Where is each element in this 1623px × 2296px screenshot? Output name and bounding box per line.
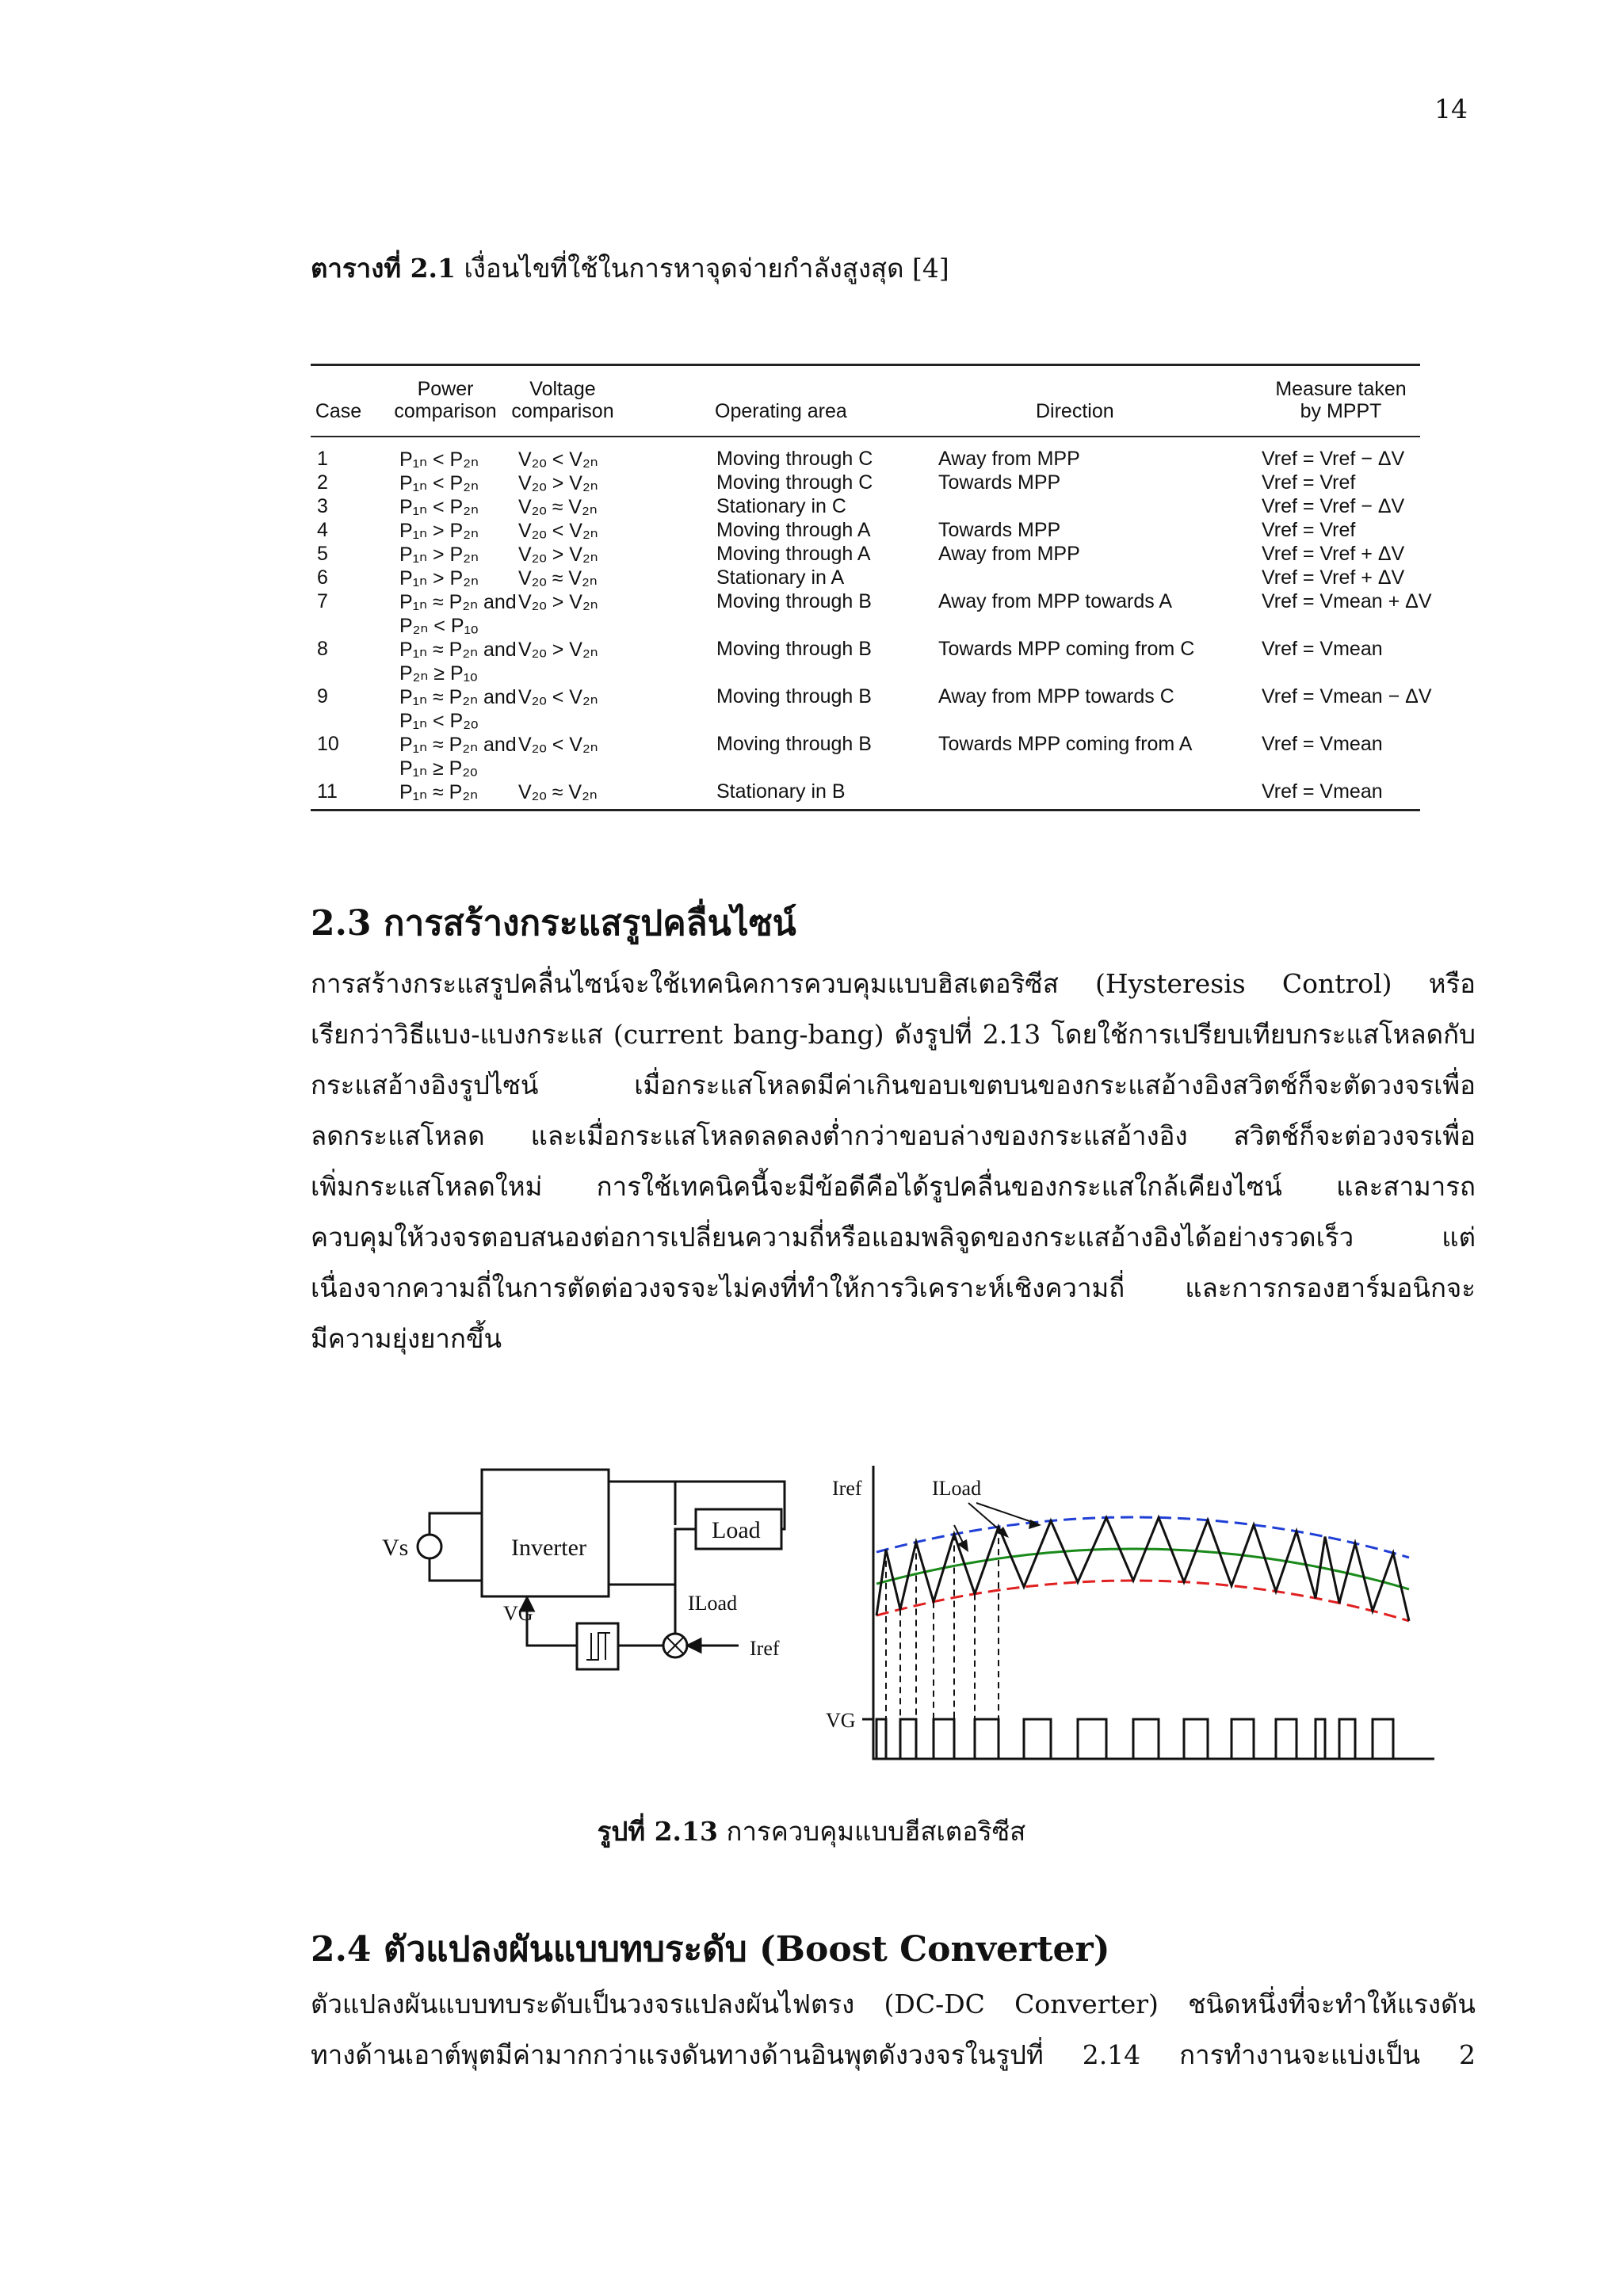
table-cell-direction: Towards MPP coming from A (938, 733, 1193, 755)
iload-left-label: ILoad (688, 1592, 738, 1615)
header-measure-line: by MPPT (1300, 400, 1382, 422)
table-cell-area: Moving through A (716, 543, 871, 565)
header-voltage-line: comparison (511, 400, 614, 422)
iref-arrow-icon (688, 1639, 701, 1652)
table-cell-area: Stationary in C (716, 495, 846, 517)
table-bottom-rule (311, 809, 1420, 811)
paragraph-line: เนื่องจากความถี่ในการตัดต่อวงจรจะไม่คงที่ทำให้การวิเคราะห์เชิงความถี่ และการกรองฮาร์มอนิกจะ (311, 1272, 1476, 1303)
table-cell-measure: Vref = Vref (1262, 519, 1356, 541)
header-direction: Direction (1036, 400, 1114, 422)
table-caption-text: เงื่อนไขที่ใช้ในการหาจุดจ่ายกำลังสูงสุด [4] (464, 253, 949, 284)
table-cell-case: 5 (317, 543, 328, 565)
section-2-3-heading: 2.3 การสร้างกระแสรูปคลื่นไซน์ (311, 903, 796, 944)
table-cell-direction: Away from MPP (938, 448, 1080, 470)
iload-right-pointer (976, 1503, 1037, 1524)
table-cell-measure: Vref = Vmean − ΔV (1262, 685, 1432, 707)
table-cell-measure: Vref = Vmean (1262, 638, 1383, 660)
table-cell-area: Moving through B (716, 590, 872, 612)
hysteresis-circuit-diagram (418, 1470, 785, 1669)
table-cell-case: 1 (317, 448, 328, 470)
table-cell-case: 7 (317, 590, 328, 612)
table-cell-voltage: V₂ₒ < V₂ₙ (518, 734, 598, 756)
table-cell-power: P₁ₙ ≈ P₂ₙ and (399, 591, 517, 613)
table-cell-power: P₁ₙ ≈ P₂ₙ and (399, 734, 517, 756)
figure-caption-text: การควบคุมแบบฮีสเตอริซีส (726, 1816, 1026, 1847)
iload-right-label: ILoad (932, 1477, 982, 1500)
table-cell-area: Stationary in A (716, 566, 845, 589)
table-cell-power: P₂ₙ < P₁ₒ (399, 615, 479, 637)
table-cell-case: 6 (317, 566, 328, 589)
table-cell-case: 9 (317, 685, 328, 707)
gate-pulse-train (876, 1719, 1409, 1759)
table-cell-measure: Vref = Vref + ΔV (1262, 543, 1405, 565)
table-cell-power: P₁ₙ < P₂ₙ (399, 472, 479, 494)
paragraph-line: เพิ่มกระแสโหลดใหม่ การใช้เทคนิคนี้จะมีข้อดีคือได้รูปคลื่นของกระแสใกล้เคียงไซน์ และสามารถ (311, 1171, 1476, 1202)
figure-caption (0, 1810, 1623, 1852)
header-voltage (507, 378, 618, 422)
header-voltage-line: Voltage (529, 378, 596, 400)
inverter-label: Inverter (511, 1535, 586, 1561)
hysteresis-waveform-plot (862, 1466, 1434, 1759)
table-cell-direction: Towards MPP coming from C (938, 638, 1195, 660)
table-cell-voltage: V₂ₒ > V₂ₙ (518, 543, 598, 566)
table-cell-case: 2 (317, 471, 328, 494)
table-cell-power: P₁ₙ < P₂ₙ (399, 448, 479, 471)
header-measure (1262, 378, 1420, 422)
table-cell-power: P₁ₙ > P₂ₙ (399, 567, 479, 589)
table-cell-case: 8 (317, 638, 328, 660)
table-cell-measure: Vref = Vref + ΔV (1262, 566, 1405, 589)
table-cell-voltage: V₂ₒ < V₂ₙ (518, 520, 598, 542)
table-cell-case: 10 (317, 733, 339, 755)
table-cell-voltage: V₂ₒ > V₂ₙ (518, 591, 598, 613)
table-cell-power: P₁ₙ ≈ P₂ₙ and (399, 686, 517, 708)
figure-caption-prefix: รูปที่ 2.13 (597, 1816, 718, 1847)
table-cell-voltage: V₂ₒ > V₂ₙ (518, 472, 598, 494)
table-cell-power: P₁ₙ ≈ P₂ₙ (399, 781, 479, 803)
table-cell-case: 11 (317, 780, 338, 803)
table-cell-power: P₁ₙ > P₂ₙ (399, 543, 479, 566)
table-cell-measure: Vref = Vmean (1262, 733, 1383, 755)
paragraph-line: ตัวแปลงผันแบบทบระดับเป็นวงจรแปลงผันไฟตรง (DC-DC Converter) ชนิดหนึ่งที่จะทำให้แรงดัน (311, 1989, 1476, 2019)
table-cell-measure: Vref = Vmean (1262, 780, 1383, 803)
load-label: Load (712, 1517, 761, 1543)
table-cell-measure: Vref = Vmean + ΔV (1262, 590, 1432, 612)
table-cell-power: P₂ₙ ≥ P₁ₒ (399, 662, 478, 685)
table-cell-voltage: V₂ₒ < V₂ₙ (518, 448, 598, 471)
table-cell-measure: Vref = Vref − ΔV (1262, 495, 1405, 517)
paragraph-line: ควบคุมให้วงจรตอบสนองต่อการเปลี่ยนความถี่หรือแอมพลิจูดของกระแสอ้างอิงได้อย่างรวดเร็ว แต่ (311, 1222, 1476, 1253)
table-cell-area: Moving through B (716, 638, 872, 660)
table-cell-area: Moving through C (716, 448, 873, 470)
table-cell-power: P₁ₙ < P₂ₙ (399, 496, 479, 518)
section-2-3-paragraph (311, 959, 1476, 1364)
table-cell-power: P₁ₙ < P₂ₒ (399, 710, 479, 732)
vg-left-label: VG (503, 1602, 533, 1625)
section-2-4-heading: 2.4 ตัวแปลงผันแบบทบระดับ (Boost Converter) (311, 1929, 1110, 1970)
table-cell-voltage: V₂ₒ ≈ V₂ₙ (518, 567, 598, 589)
table-top-rule (311, 364, 1420, 366)
hysteresis-control-figure (372, 1462, 1434, 1794)
header-power-line: comparison (394, 400, 497, 422)
table-cell-area: Moving through B (716, 733, 872, 755)
table-cell-voltage: V₂ₒ > V₂ₙ (518, 639, 598, 661)
table-cell-direction: Away from MPP towards A (938, 590, 1173, 612)
vg-right-label: VG (826, 1709, 856, 1732)
table-cell-voltage: V₂ₒ ≈ V₂ₙ (518, 781, 598, 803)
table-cell-voltage: V₂ₒ ≈ V₂ₙ (518, 496, 598, 518)
table-cell-area: Moving through B (716, 685, 872, 707)
header-case: Case (315, 400, 362, 422)
iload-right-pointer-arrow-icon (1029, 1520, 1041, 1529)
table-cell-direction: Towards MPP (938, 519, 1061, 541)
table-cell-power: P₁ₙ ≥ P₂ₒ (399, 757, 478, 780)
section-2-4-paragraph (311, 1979, 1476, 2081)
table-header-rule (311, 436, 1420, 437)
table-cell-power: P₁ₙ > P₂ₙ (399, 520, 479, 542)
table-cell-direction: Away from MPP (938, 543, 1080, 565)
voltage-source-symbol (418, 1535, 441, 1558)
page-number: 14 (1434, 93, 1468, 124)
waveform-axes (873, 1466, 1434, 1759)
table-cell-measure: Vref = Vref (1262, 471, 1356, 494)
hysteresis-loop-icon (586, 1633, 610, 1660)
gate-wire (527, 1616, 577, 1646)
paragraph-line: เรียกว่าวิธีแบง-แบงกระแส (current bang-bang) ดังรูปที่ 2.13 โดยใช้การเปรียบเทียบกระแสโหลดกับ (311, 1019, 1476, 1050)
paragraph-line: ทางด้านเอาต์พุตมีค่ามากกว่าแรงดันทางด้านอินพุตดังวงจรในรูปที่ 2.14 การทำงานจะแบ่งเป็น 2 (311, 2039, 1476, 2070)
vs-label: Vs (382, 1535, 409, 1561)
header-measure-line: Measure taken (1275, 378, 1407, 400)
table-cell-voltage: V₂ₒ < V₂ₙ (518, 686, 598, 708)
paragraph-line: การสร้างกระแสรูปคลื่นไซน์จะใช้เทคนิคการควบคุมแบบฮิสเตอริซีส (Hysteresis Control) หรือ (311, 968, 1476, 999)
paragraph-line: มีความยุ่งยากขึ้น (311, 1323, 502, 1354)
mppt-conditions-table (311, 360, 1432, 812)
table-caption-prefix: ตารางที่ 2.1 (311, 253, 456, 284)
table-cell-area: Stationary in B (716, 780, 846, 803)
table-cell-area: Moving through C (716, 471, 873, 494)
header-power (390, 378, 501, 422)
table-cell-measure: Vref = Vref − ΔV (1262, 448, 1405, 470)
table-cell-case: 3 (317, 495, 328, 517)
paragraph-line: ลดกระแสโหลด และเมื่อกระแสโหลดลดลงต่ำกว่าขอบล่างของกระแสอ้างอิง สวิตช์ก็จะต่อวงจรเพื่อ (311, 1120, 1476, 1151)
load-left-wire (609, 1529, 696, 1585)
table-caption (311, 247, 949, 289)
table-cell-area: Moving through A (716, 519, 871, 541)
lower-band-curve (876, 1581, 1409, 1621)
table-cell-direction: Away from MPP towards C (938, 685, 1174, 707)
table-cell-direction: Towards MPP (938, 471, 1061, 494)
iref-right-label: Iref (832, 1477, 862, 1500)
table-cell-power: P₁ₙ ≈ P₂ₙ and (399, 639, 517, 661)
iref-left-label: Iref (750, 1637, 780, 1660)
header-operating-area: Operating area (715, 400, 847, 422)
table-cell-case: 4 (317, 519, 328, 541)
paragraph-line: กระแสอ้างอิงรูปไซน์ เมื่อกระแสโหลดมีค่าเกินขอบเขตบนของกระแสอ้างอิงสวิตช์ก็จะตัดวงจรเพื่อ (311, 1070, 1476, 1100)
header-power-line: Power (417, 378, 474, 400)
inverter-block (482, 1470, 609, 1596)
